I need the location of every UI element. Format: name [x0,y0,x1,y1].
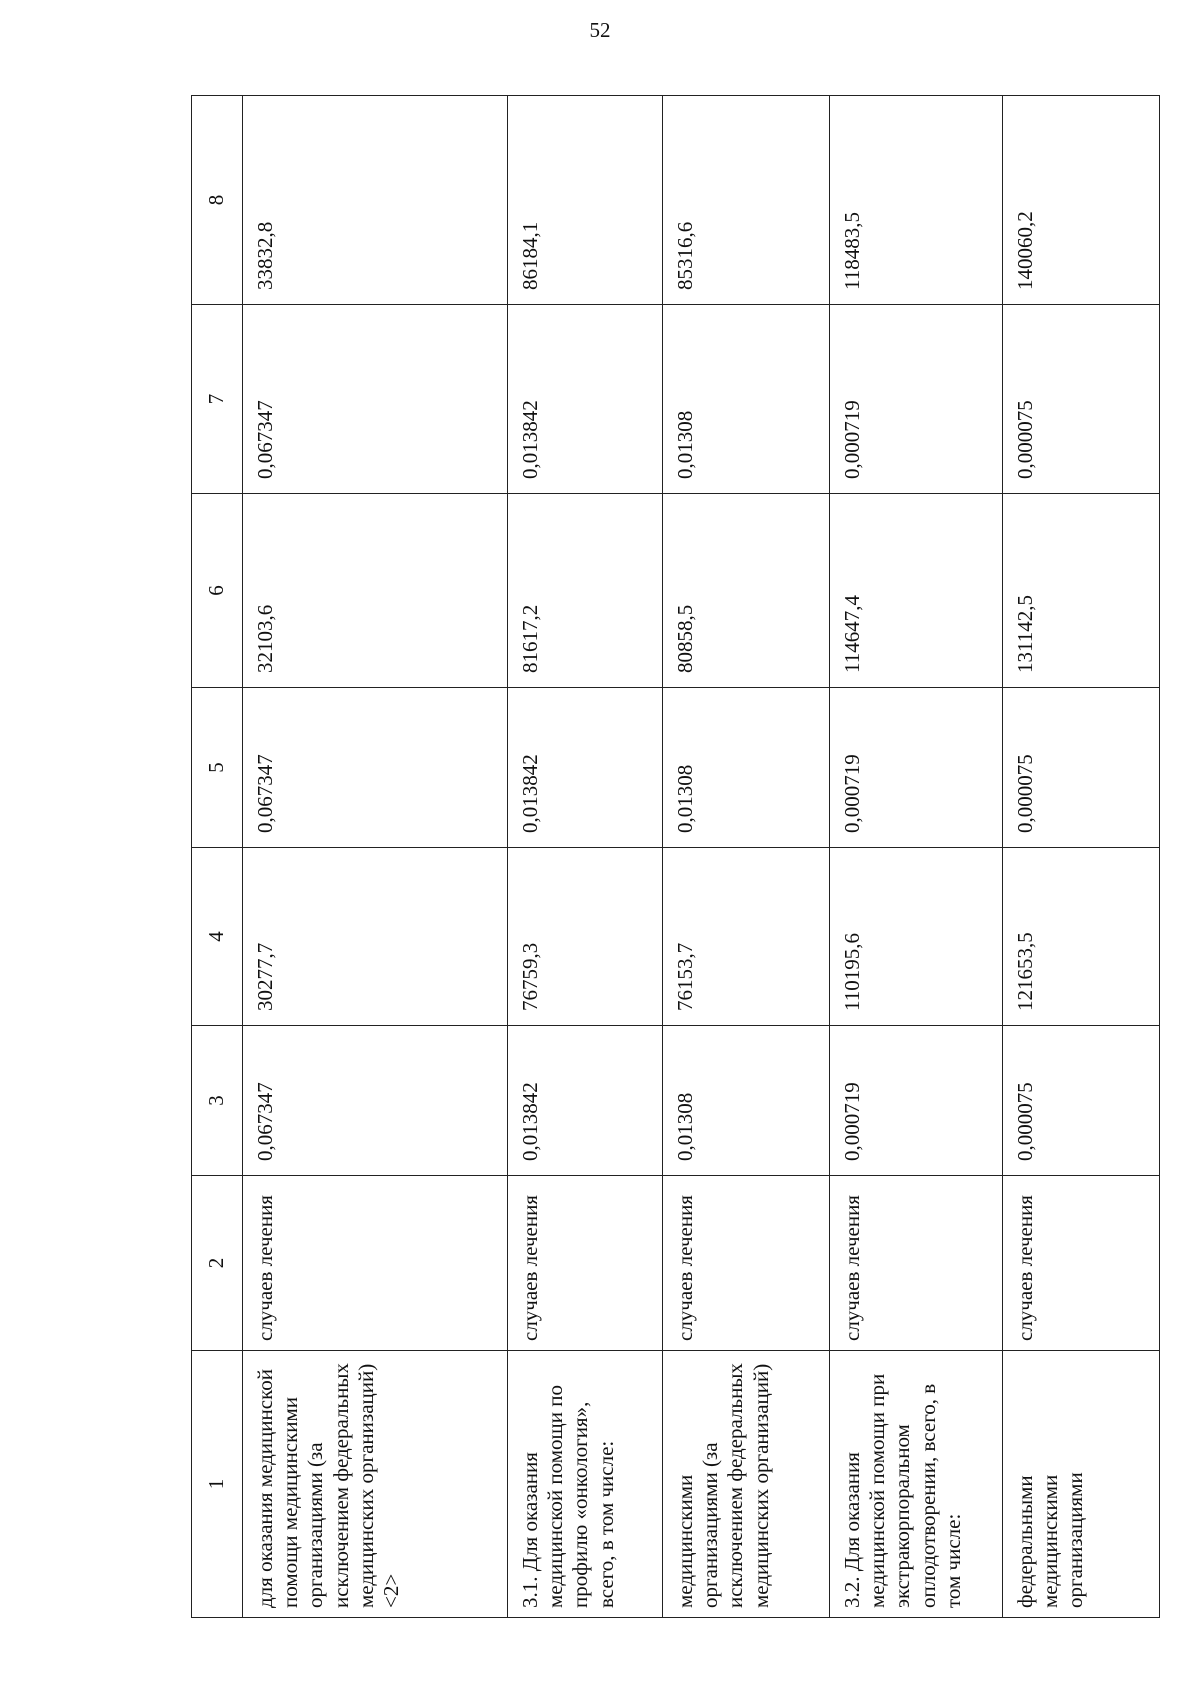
table-cell: 76759,3 [508,848,663,1026]
table-row [243,96,508,1618]
table-cell: 0,013842 [508,305,663,494]
table-cell: 0,000075 [1003,688,1160,848]
row-unit: случаев лечения [830,1176,1003,1351]
table-cell: 121653,5 [1003,848,1160,1026]
column-header: 8 [192,96,243,305]
column-header: 7 [192,305,243,494]
table-cell: 0,01308 [663,1026,830,1176]
table-cell: 0,067347 [243,1026,508,1176]
row-label: федеральными медицинскими организациями [1003,1351,1160,1618]
table-cell: 0,01308 [663,305,830,494]
table-cell: 0,01308 [663,688,830,848]
row-label: 3.2. Для оказания медицинской помощи при экстракорпоральном оплодотворении, всего, в том числе: [830,1351,1003,1618]
table-cell: 30277,7 [243,848,508,1026]
column-header: 2 [192,1176,243,1351]
table-cell: 85316,6 [663,96,830,305]
row-label: для оказания медицинской помощи медицинскими организациями (за исключением федеральных медицинских организаций) <2> [243,1351,508,1618]
column-header: 3 [192,1026,243,1176]
table-cell: 0,013842 [508,1026,663,1176]
column-header: 4 [192,848,243,1026]
table-row [508,96,663,1618]
row-unit: случаев лечения [243,1176,508,1351]
table-cell: 0,000719 [830,305,1003,494]
table-header-row [192,96,243,1618]
column-header: 6 [192,494,243,688]
table-cell: 110195,6 [830,848,1003,1026]
column-header: 1 [192,1351,243,1618]
row-label: 3.1. Для оказания медицинской помощи по профилю «онкология», всего, в том числе: [508,1351,663,1618]
row-label: медицинскими организациями (за исключением федеральных медицинских организаций) [663,1351,830,1618]
row-unit: случаев лечения [508,1176,663,1351]
table-cell: 140060,2 [1003,96,1160,305]
table-cell: 76153,7 [663,848,830,1026]
table-cell: 0,000719 [830,1026,1003,1176]
table-cell: 0,000075 [1003,305,1160,494]
table-cell: 32103,6 [243,494,508,688]
table-cell: 0,013842 [508,688,663,848]
table-row [830,96,1003,1618]
table-row [663,96,830,1618]
table-cell: 114647,4 [830,494,1003,688]
table-cell: 0,067347 [243,688,508,848]
table-cell: 80858,5 [663,494,830,688]
row-unit: случаев лечения [1003,1176,1160,1351]
row-unit: случаев лечения [663,1176,830,1351]
page-number: 52 [589,18,611,42]
table-row [1003,96,1160,1618]
table-cell: 33832,8 [243,96,508,305]
data-table [191,95,1160,1618]
table-cell: 0,067347 [243,305,508,494]
table-cell: 81617,2 [508,494,663,688]
table-cell: 86184,1 [508,96,663,305]
table-cell: 0,000075 [1003,1026,1160,1176]
column-header: 5 [192,688,243,848]
table-cell: 0,000719 [830,688,1003,848]
table-container [191,96,1113,1618]
table-cell: 131142,5 [1003,494,1160,688]
table-cell: 118483,5 [830,96,1003,305]
